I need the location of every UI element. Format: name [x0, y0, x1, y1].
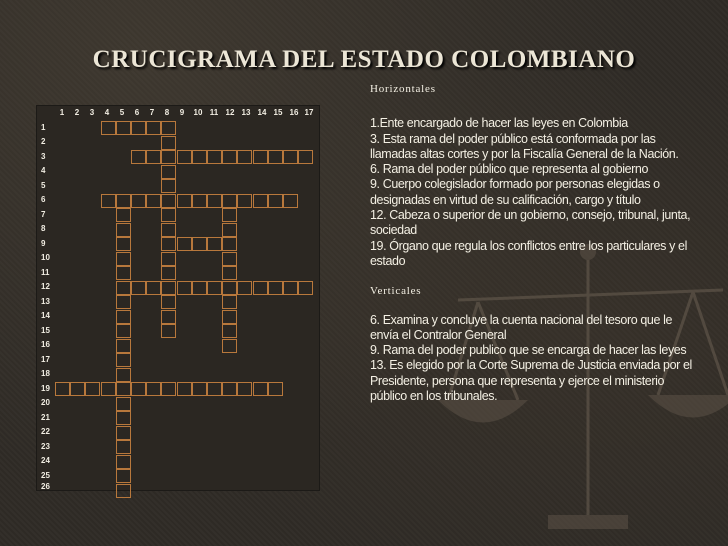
crossword-cell[interactable]	[268, 382, 283, 396]
column-number: 11	[209, 108, 219, 117]
column-number: 3	[89, 108, 95, 117]
crossword-cell[interactable]	[116, 266, 131, 280]
clue-vertical: 13. Es elegido por la Corte Suprema de Justicia enviada por el Presidente, persona que representa y ejerce el ministerio público en los tribunales.	[370, 358, 692, 404]
crossword-cell[interactable]	[131, 382, 146, 396]
column-number: 17	[304, 108, 314, 117]
crossword-cell[interactable]	[146, 281, 161, 295]
row-number: 3	[41, 152, 46, 161]
crossword-cell[interactable]	[161, 194, 176, 208]
row-number: 11	[41, 268, 50, 277]
crossword-cell[interactable]	[207, 281, 222, 295]
crossword-cell[interactable]	[116, 484, 131, 498]
crossword-cell[interactable]	[116, 310, 131, 324]
crossword-cell[interactable]	[161, 223, 176, 237]
column-number: 13	[241, 108, 251, 117]
crossword-cell[interactable]	[253, 194, 268, 208]
crossword-cell[interactable]	[253, 382, 268, 396]
crossword-cell[interactable]	[116, 194, 131, 208]
row-number: 25	[41, 471, 50, 480]
crossword-cell[interactable]	[116, 121, 131, 135]
crossword-cell[interactable]	[222, 310, 237, 324]
crossword-cell[interactable]	[237, 382, 252, 396]
crossword-cell[interactable]	[116, 440, 131, 454]
crossword-cell[interactable]	[116, 382, 131, 396]
row-number: 9	[41, 239, 46, 248]
row-number: 22	[41, 427, 50, 436]
clue-horizontal: 9. Cuerpo colegislador formado por personas elegidas o designadas en virtud de su calificación, cargo y título	[370, 177, 660, 207]
clue-vertical: 6. Examina y concluye la cuenta nacional del tesoro que le envía el Contralor General	[370, 312, 673, 342]
crossword-cell[interactable]	[116, 469, 131, 483]
crossword-cell[interactable]	[283, 150, 298, 164]
crossword-cell[interactable]	[207, 237, 222, 251]
crossword-cell[interactable]	[177, 237, 192, 251]
crossword-cell[interactable]	[116, 252, 131, 266]
clue-vertical: 9. Rama del poder publico que se encarga de hacer las leyes	[370, 343, 687, 358]
crossword-cell[interactable]	[222, 223, 237, 237]
column-number: 2	[74, 108, 80, 117]
crossword-cell[interactable]	[116, 324, 131, 338]
row-number: 26	[41, 482, 50, 491]
crossword-cell[interactable]	[161, 237, 176, 251]
crossword-cell[interactable]	[161, 252, 176, 266]
crossword-cell[interactable]	[222, 266, 237, 280]
column-number: 1	[59, 108, 65, 117]
crossword-cell[interactable]	[161, 266, 176, 280]
crossword-cell[interactable]	[116, 281, 131, 295]
crossword-cell[interactable]	[146, 382, 161, 396]
crossword-cell[interactable]	[268, 281, 283, 295]
row-number: 16	[41, 340, 50, 349]
crossword-cell[interactable]	[222, 150, 237, 164]
crossword-cell[interactable]	[101, 121, 116, 135]
crossword-cell[interactable]	[116, 339, 131, 353]
crossword-cell[interactable]	[161, 382, 176, 396]
clue-horizontal: 19. Órgano que regula los conflictos entre los particulares y el estado	[370, 238, 687, 268]
row-number: 14	[41, 311, 50, 320]
crossword-cell[interactable]	[161, 310, 176, 324]
crossword-cell[interactable]	[116, 411, 131, 425]
row-number: 20	[41, 398, 50, 407]
crossword-cell[interactable]	[177, 194, 192, 208]
crossword-cell[interactable]	[283, 194, 298, 208]
crossword-cell[interactable]	[298, 150, 313, 164]
column-number: 4	[104, 108, 110, 117]
crossword-cell[interactable]	[101, 194, 116, 208]
horizontal-heading: Horizontales	[370, 83, 436, 95]
row-number: 19	[41, 384, 50, 393]
row-number: 8	[41, 224, 46, 233]
crossword-cell[interactable]	[116, 455, 131, 469]
row-number: 5	[41, 181, 46, 190]
crossword-cell[interactable]	[131, 281, 146, 295]
crossword-cell[interactable]	[55, 382, 70, 396]
crossword-cell[interactable]	[146, 194, 161, 208]
crossword-cell[interactable]	[116, 353, 131, 367]
crossword-cell[interactable]	[161, 136, 176, 150]
column-number: 12	[225, 108, 235, 117]
crossword-cell[interactable]	[192, 281, 207, 295]
row-number: 24	[41, 456, 50, 465]
crossword-cell[interactable]	[70, 382, 85, 396]
row-number: 23	[41, 442, 50, 451]
crossword-cell[interactable]	[222, 208, 237, 222]
crossword-cell[interactable]	[177, 281, 192, 295]
column-number: 14	[257, 108, 267, 117]
clues-panel	[370, 80, 700, 404]
row-number: 6	[41, 195, 46, 204]
crossword-cell[interactable]	[268, 150, 283, 164]
row-number: 17	[41, 355, 50, 364]
column-number: 15	[273, 108, 283, 117]
crossword-cell[interactable]	[161, 281, 176, 295]
row-number: 12	[41, 282, 50, 291]
crossword-cell[interactable]	[85, 382, 100, 396]
crossword-cell[interactable]	[222, 324, 237, 338]
crossword-cell[interactable]	[253, 281, 268, 295]
crossword-cell[interactable]	[161, 208, 176, 222]
crossword-cell[interactable]	[207, 382, 222, 396]
crossword-cell[interactable]	[116, 426, 131, 440]
clue-horizontal: 3. Esta rama del poder público está conformada por las llamadas altas cortes y por la Fiscalía General de la Nación.	[370, 131, 679, 161]
crossword-cells	[37, 106, 319, 490]
column-number: 5	[119, 108, 125, 117]
crossword-cell[interactable]	[237, 281, 252, 295]
crossword-cell[interactable]	[222, 339, 237, 353]
column-number: 16	[289, 108, 299, 117]
column-number: 6	[134, 108, 140, 117]
crossword-cell[interactable]	[192, 382, 207, 396]
crossword-cell[interactable]	[192, 194, 207, 208]
row-number: 7	[41, 210, 46, 219]
crossword-cell[interactable]	[116, 397, 131, 411]
row-number: 2	[41, 137, 46, 146]
page-title: CRUCIGRAMA DEL ESTADO COLOMBIANO	[92, 46, 636, 73]
column-number: 9	[179, 108, 185, 117]
crossword-cell[interactable]	[116, 295, 131, 309]
crossword-cell[interactable]	[222, 194, 237, 208]
crossword-cell[interactable]	[177, 150, 192, 164]
crossword-cell[interactable]	[222, 295, 237, 309]
clue-horizontal: 12. Cabeza o superior de un gobierno, consejo, tribunal, junta, sociedad	[370, 208, 691, 238]
crossword-cell[interactable]	[207, 150, 222, 164]
crossword-cell[interactable]	[116, 237, 131, 251]
crossword-cell[interactable]	[131, 121, 146, 135]
crossword-cell[interactable]	[146, 150, 161, 164]
crossword-cell[interactable]	[161, 150, 176, 164]
crossword-cell[interactable]	[283, 281, 298, 295]
crossword-cell[interactable]	[161, 324, 176, 338]
crossword-cell[interactable]	[222, 252, 237, 266]
crossword-cell[interactable]	[207, 194, 222, 208]
crossword-cell[interactable]	[192, 150, 207, 164]
crossword-cell[interactable]	[101, 382, 116, 396]
crossword-grid	[36, 105, 320, 491]
crossword-cell[interactable]	[161, 295, 176, 309]
crossword-cell[interactable]	[131, 194, 146, 208]
column-number: 10	[193, 108, 203, 117]
crossword-cell[interactable]	[116, 368, 131, 382]
crossword-cell[interactable]	[161, 121, 176, 135]
row-number: 15	[41, 326, 50, 335]
crossword-cell[interactable]	[222, 382, 237, 396]
row-number: 1	[41, 123, 46, 132]
crossword-cell[interactable]	[298, 281, 313, 295]
crossword-cell[interactable]	[161, 179, 176, 193]
row-number: 4	[41, 166, 46, 175]
vertical-heading: Verticales	[370, 285, 422, 298]
crossword-cell[interactable]	[116, 208, 131, 222]
crossword-cell[interactable]	[116, 223, 131, 237]
crossword-cell[interactable]	[237, 194, 252, 208]
crossword-cell[interactable]	[268, 194, 283, 208]
crossword-cell[interactable]	[146, 121, 161, 135]
clue-horizontal: 6. Rama del poder público que representa al gobierno	[370, 162, 649, 177]
crossword-cell[interactable]	[253, 150, 268, 164]
crossword-cell[interactable]	[131, 150, 146, 164]
crossword-cell[interactable]	[192, 237, 207, 251]
column-number: 7	[149, 108, 155, 117]
clue-horizontal: 1.Ente encargado de hacer las leyes en Colombia	[370, 116, 628, 131]
row-number: 18	[41, 369, 50, 378]
crossword-cell[interactable]	[237, 150, 252, 164]
column-number: 8	[164, 108, 170, 117]
crossword-cell[interactable]	[177, 382, 192, 396]
crossword-cell[interactable]	[222, 281, 237, 295]
row-number: 21	[41, 413, 50, 422]
row-number: 10	[41, 253, 50, 262]
row-number: 13	[41, 297, 50, 306]
crossword-cell[interactable]	[222, 237, 237, 251]
crossword-cell[interactable]	[161, 165, 176, 179]
